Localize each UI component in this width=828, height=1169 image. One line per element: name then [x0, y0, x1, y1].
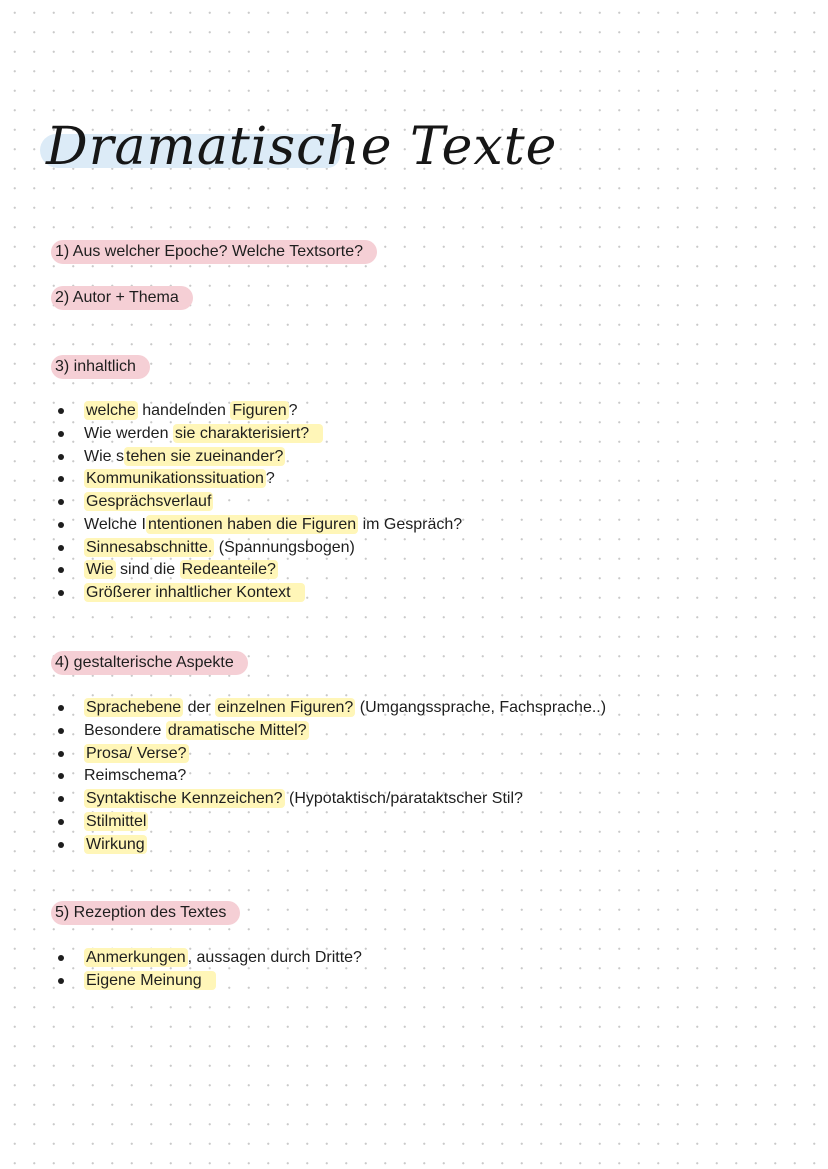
rezeption-list	[56, 947, 362, 993]
bullet-icon	[58, 408, 64, 414]
bullet-icon	[58, 819, 64, 825]
heading-rezeption: 5) Rezeption des Textes	[51, 901, 240, 925]
bullet-icon	[58, 590, 64, 596]
list-item: Prosa/ Verse?	[56, 743, 606, 766]
bullet-icon	[58, 728, 64, 734]
bullet-icon	[58, 842, 64, 848]
gestalterisch-list	[56, 697, 606, 856]
bullet-icon	[58, 705, 64, 711]
page-title: Dramatische Texte	[46, 117, 558, 177]
list-item: Kommunikationssituation ?	[56, 468, 462, 491]
bullet-icon	[58, 499, 64, 505]
list-item: Anmerkungen , aussagen durch Dritte?	[56, 947, 362, 970]
title-block	[38, 112, 558, 192]
list-item: Welche I ntentionen haben die Figuren im Gespräch?	[56, 514, 462, 537]
bullet-icon	[58, 476, 64, 482]
heading-gestalterisch: 4) gestalterische Aspekte	[51, 651, 248, 675]
list-item: Sinnesabschnitte. (Spannungsbogen)	[56, 537, 462, 560]
list-item: Sprachebene der einzelnen Figuren? (Umgangssprache, Fachsprache..)	[56, 697, 606, 720]
list-item: Eigene Meinung	[56, 970, 362, 993]
heading-autor-thema: 2) Autor + Thema	[51, 286, 193, 310]
bullet-icon	[58, 796, 64, 802]
list-item: Wie sind die Redeanteile?	[56, 559, 462, 582]
heading-epoche: 1) Aus welcher Epoche? Welche Textsorte?	[51, 240, 377, 264]
bullet-icon	[58, 454, 64, 460]
list-item: Besondere dramatische Mittel?	[56, 720, 606, 743]
list-item: Wie werden sie charakterisiert?	[56, 423, 462, 446]
list-item: Syntaktische Kennzeichen? (Hypotaktisch/parataktscher Stil?	[56, 788, 606, 811]
bullet-icon	[58, 431, 64, 437]
bullet-icon	[58, 773, 64, 779]
bullet-icon	[58, 522, 64, 528]
bullet-icon	[58, 751, 64, 757]
bullet-icon	[58, 978, 64, 984]
list-item: Größerer inhaltlicher Kontext	[56, 582, 462, 605]
list-item: welche handelnden Figuren ?	[56, 400, 462, 423]
list-item: Gesprächsverlauf	[56, 491, 462, 514]
bullet-icon	[58, 955, 64, 961]
list-item: Wirkung	[56, 834, 606, 857]
list-item: Wie s tehen sie zueinander?	[56, 446, 462, 469]
inhaltlich-list	[56, 400, 462, 605]
list-item: Stilmittel	[56, 811, 606, 834]
list-item: Reimschema?	[56, 765, 606, 788]
heading-inhaltlich: 3) inhaltlich	[51, 355, 150, 379]
bullet-icon	[58, 545, 64, 551]
bullet-icon	[58, 567, 64, 573]
